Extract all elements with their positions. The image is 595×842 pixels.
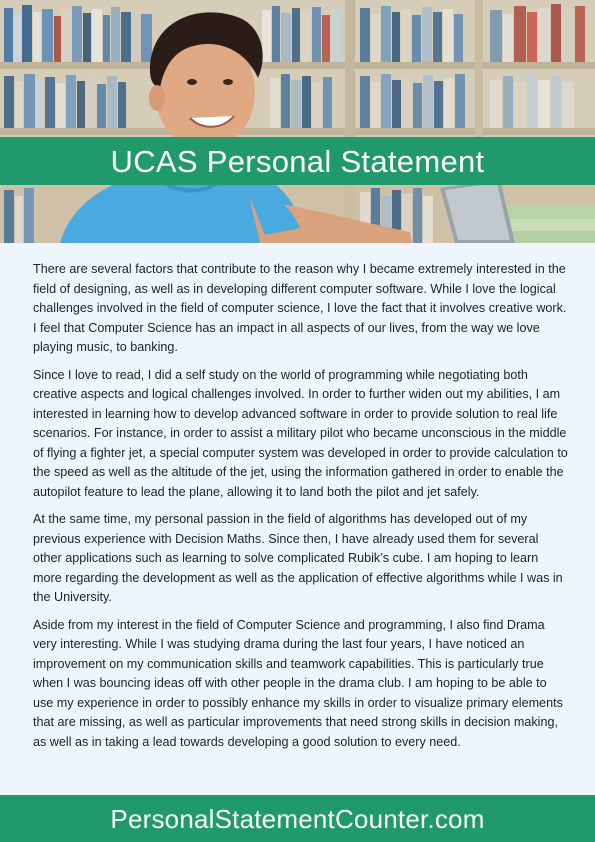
footer-banner — [0, 795, 595, 842]
footer-site-name: PersonalStatementCounter.com — [110, 803, 485, 834]
paragraph-1: There are several factors that contribute to the reason why I became extremely interested in the field of designing, as well as in developing different computer software. While I love the logical challenges involved in the field of computer science, I love the fact that it involves creative work. I feel that Computer Science has an impact in all aspects of our lives, from the way we love playing music, to banking. — [33, 262, 567, 354]
page-title: UCAS Personal Statement — [110, 143, 485, 179]
paragraph-3: At the same time, my personal passion in the field of algorithms has developed out of my previous experience with Decision Maths. Since then, I have already used them for several other applications such as learning to solve complicated Rubik’s cube. I am hoping to learn more regarding the development as well as the application of effective algorithms while I was in the University. — [33, 512, 563, 604]
statement-body — [0, 243, 595, 795]
paragraph-2: Since I love to read, I did a self study on the world of programming while negotiating both creative aspects and logical challenges involved. In order to further widen out my abilities, I am interested in learning how to develop advanced software in order to provide solution to real life scenarios. For instance, in order to assist a military pilot who became unconscious in the middle of flying a fighter jet, a special computer system was developed in order to provide calculation to the speed as well as the altitude of the jet, using the information gathered in order to enable the autopilot feature to lead the plane, allowing it to land both the pilot and jet safely. — [33, 367, 568, 499]
hero-image — [0, 0, 595, 243]
paragraph-4: Aside from my interest in the field of Computer Science and programming, I also find Drama very interesting. While I was studying drama during the last four years, I have noticed an improvement on my communication skills and teamwork capabilities. This is particularly true when I was bouncing ideas off with other people in the drama club. I am hoping to be able to use my experience in order to possibly enhance my skills in order to visualize primary elements that are missing, as well as particular improvements that need strong skills in decision making, as well as in taking a lead towards developing a good solution to every need. — [33, 617, 563, 749]
library-photo-illustration — [0, 0, 595, 243]
title-banner — [0, 137, 595, 185]
